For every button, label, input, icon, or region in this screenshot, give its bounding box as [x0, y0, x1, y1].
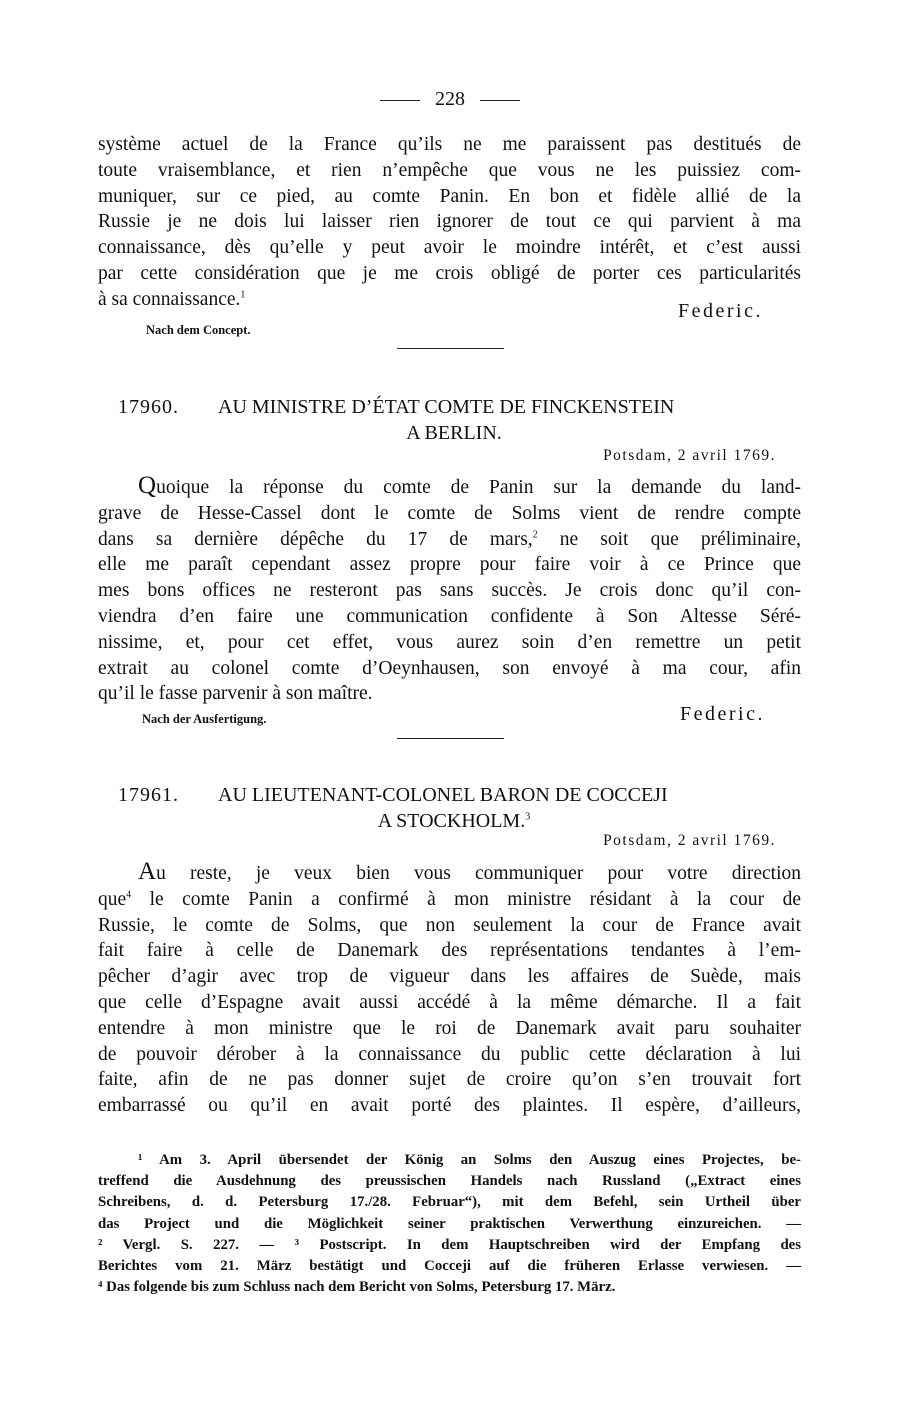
source-note: Nach dem Concept. [146, 323, 251, 337]
text-line: que celle d’Espagne avait aussi accédé à la même démarche. Il a fait [98, 991, 801, 1013]
dateline: Potsdam, 2 avril 1769. [603, 447, 776, 464]
text-line: système actuel de la France qu’ils ne me paraissent pas destitués de [98, 134, 801, 155]
source-note: Nach der Ausfertigung. [142, 712, 267, 726]
text-line: fait faire à celle de Danemark des représentations tendantes à l’em- [98, 940, 801, 962]
text-fragment: à sa connaissance. [98, 288, 241, 310]
heading-line [0, 810, 900, 833]
text-fragment: dans sa dernière dépêche du 17 de mars, [98, 528, 533, 550]
text-fragment: que [98, 888, 127, 910]
text-line: pêcher d’agir avec trop de vigueur dans les affaires de Suède, mais [98, 966, 801, 988]
text-line: extrait au colonel comte d’Oeynhausen, son envoyé à ma cour, afin [98, 657, 801, 679]
text-line: de pouvoir dérober à la connaissance du public cette déclaration à lui [98, 1043, 801, 1065]
text-line: Russie je ne dois lui laisser rien ignorer de tout ce qui parvient à ma [98, 211, 801, 233]
footnote-line: ¹ Am 3. April übersendet der König an Solms den Auszug eines Projectes, be- [138, 1152, 801, 1168]
text-fragment: u reste, je veux bien vous communiquer pour votre direction [156, 863, 801, 884]
text-fragment: le comte Panin a confirmé à mon ministre résidant à la cour de [149, 888, 802, 910]
footnote-line: Schreibens, d. d. Petersburg 17./28. Februar“), mit dem Befehl, sein Urtheil über [98, 1194, 801, 1211]
heading-line: AU LIEUTENANT-COLONEL BARON DE COCCEJI [218, 784, 668, 806]
signature: Federic. [678, 300, 763, 322]
text-line [98, 859, 801, 887]
text-line: grave de Hesse-Cassel dont le comte de Solms vient de rendre compte [98, 502, 801, 524]
section-divider [397, 738, 504, 739]
text-line: qu’il le fasse parvenir à son maître. [98, 683, 373, 705]
text-line: nissime, et, pour cet effet, vous aurez soin d’en remettre un petit [98, 631, 801, 653]
text-line: embarrassé ou qu’il en avait porté des plaintes. Il espère, d’ailleurs, [98, 1095, 801, 1117]
footnote-line: das Project und die Möglichkeit seiner praktischen Verwerthung einzureichen. — [98, 1215, 801, 1232]
letter-number: 17961. [118, 784, 179, 806]
footnote-line: ⁴ Das folgende bis zum Schluss nach dem Bericht von Solms, Petersburg 17. März. [98, 1279, 616, 1296]
header-dash-right [480, 100, 520, 101]
text-line: connaissance, dès qu’elle y peut avoir le moindre intérêt, et c’est aussi [98, 237, 801, 259]
text-line: elle me paraît cependant assez propre pour faire voir à ce Prince que [98, 554, 801, 576]
text-fragment: ne soit que préliminaire, [559, 528, 802, 550]
footnote-line: ² Vergl. S. 227. — ³ Postscript. In dem Hauptschreiben wird der Empfang des [98, 1236, 801, 1253]
text-line: mes bons offices ne resteront pas sans succès. Je crois donc qu’il con- [98, 580, 801, 602]
dateline: Potsdam, 2 avril 1769. [603, 832, 776, 849]
text-line [98, 473, 801, 501]
footnote-line: Berichtes vom 21. März bestätigt und Cocceji auf die früheren Erlasse verwiesen. — [98, 1258, 801, 1275]
footnote-line: treffend die Ausdehnung des preussischen Handels nach Russland („Extract eines [98, 1173, 801, 1190]
continuation-text [98, 132, 801, 313]
text-line: viendra d’en faire une communication confidente à Son Altesse Séré- [98, 605, 801, 627]
heading-text: A STOCKHOLM. [377, 810, 526, 832]
page-header [0, 88, 900, 111]
text-line: muniquer, sur ce pied, au comte Panin. En bon et fidèle allié de la [98, 185, 801, 207]
initial-letter: A [138, 858, 157, 885]
text-line: toute vraisemblance, et rien n’empêche que vous ne les puissiez com- [98, 159, 801, 181]
letter-body [98, 473, 801, 707]
text-line: par cette considération que je me crois obligé de porter ces particularités [98, 262, 801, 284]
text-line: faite, afin de ne pas donner sujet de croire qu’on s’en trouvait fort [98, 1069, 801, 1091]
signature: Federic. [680, 703, 765, 725]
letter-body [98, 859, 801, 1119]
letter-number: 17960. [118, 396, 179, 418]
text-line [98, 887, 801, 913]
page-number: 228 [435, 88, 465, 110]
footnote-ref: 4 [126, 889, 132, 901]
text-line: Russie, le comte de Solms, que non seulement la cour de France avait [98, 914, 801, 936]
text-line: entendre à mon ministre que le roi de Danemark avait paru souhaiter [98, 1017, 801, 1039]
heading-line: AU MINISTRE D’ÉTAT COMTE DE FINCKENSTEIN [218, 396, 675, 418]
text-fragment: uoique la réponse du comte de Panin sur la demande du land- [156, 477, 801, 498]
heading-line: A BERLIN. [406, 422, 502, 444]
section-divider [397, 348, 504, 349]
footnote-ref: 1 [240, 289, 246, 301]
footnote-ref: 2 [532, 529, 538, 541]
footnote-ref: 3 [525, 811, 531, 823]
header-dash-left [380, 100, 420, 101]
initial-letter: Q [138, 472, 157, 499]
text-line [98, 527, 801, 553]
footnotes [98, 1150, 801, 1298]
